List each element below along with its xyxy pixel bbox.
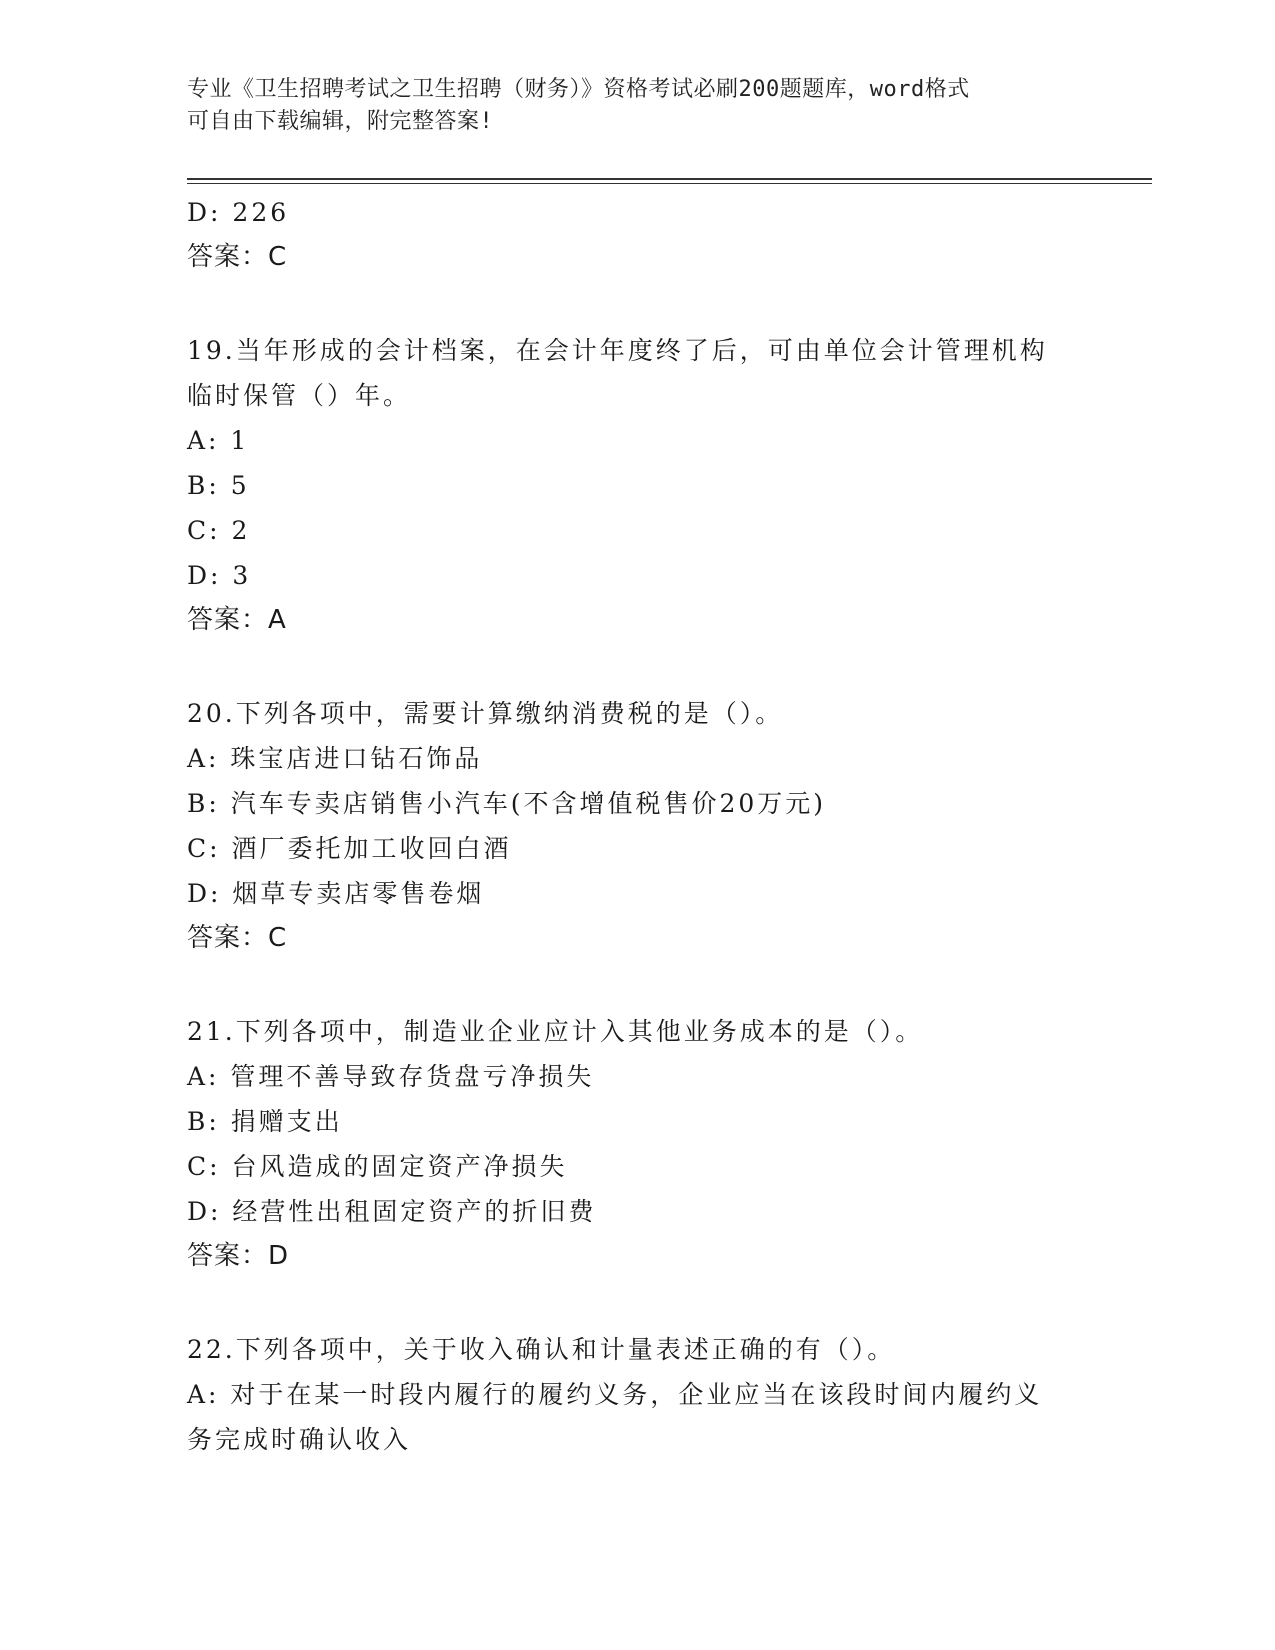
option-b: B: 5 xyxy=(187,471,250,500)
option-d: D: 经营性出租固定资产的折旧费 xyxy=(187,1197,597,1226)
question-text-cont: 临时保管（）年。 xyxy=(187,381,412,410)
question-19 xyxy=(187,328,1087,643)
question-text: 21.下列各项中，制造业企业应计入其他业务成本的是（）。 xyxy=(187,1017,924,1046)
document-header xyxy=(187,74,1087,138)
question-21 xyxy=(187,1009,1087,1279)
header-title-line1: 专业《卫生招聘考试之卫生招聘（财务）》资格考试必刷200题题库，word格式 xyxy=(187,77,970,102)
option-a: A: 管理不善导致存货盘亏净损失 xyxy=(187,1062,595,1091)
answer: 答案：C xyxy=(187,923,288,953)
header-divider xyxy=(187,178,1152,184)
question-list xyxy=(187,190,1087,1462)
header-title-line2: 可自由下载编辑，附完整答案! xyxy=(187,109,494,134)
question-22 xyxy=(187,1327,1087,1462)
question-text: 19.当年形成的会计档案，在会计年度终了后，可由单位会计管理机构 xyxy=(187,336,1048,365)
option-b: B: 汽车专卖店销售小汽车(不含增值税售价20万元) xyxy=(187,789,827,818)
answer: 答案：D xyxy=(187,1241,290,1271)
option-c: C: 2 xyxy=(187,516,251,545)
option-a-cont: 务完成时确认收入 xyxy=(187,1425,412,1454)
answer: 答案：A xyxy=(187,605,287,635)
option-c: C: 台风造成的固定资产净损失 xyxy=(187,1152,568,1181)
question-text: 20.下列各项中，需要计算缴纳消费税的是（）。 xyxy=(187,699,784,728)
option-d: D: 3 xyxy=(187,561,252,590)
option-a: A: 对于在某一时段内履行的履约义务，企业应当在该段时间内履约义 xyxy=(187,1380,1043,1409)
question-text: 22.下列各项中，关于收入确认和计量表述正确的有（）。 xyxy=(187,1335,896,1364)
option-c: C: 酒厂委托加工收回白酒 xyxy=(187,834,512,863)
answer: 答案：C xyxy=(187,242,288,272)
option-d: D: 226 xyxy=(187,198,290,227)
option-d: D: 烟草专卖店零售卷烟 xyxy=(187,879,485,908)
option-a: A: 珠宝店进口钻石饰品 xyxy=(187,744,483,773)
option-b: B: 捐赠支出 xyxy=(187,1107,343,1136)
question-20 xyxy=(187,691,1087,961)
option-a: A: 1 xyxy=(187,426,250,455)
